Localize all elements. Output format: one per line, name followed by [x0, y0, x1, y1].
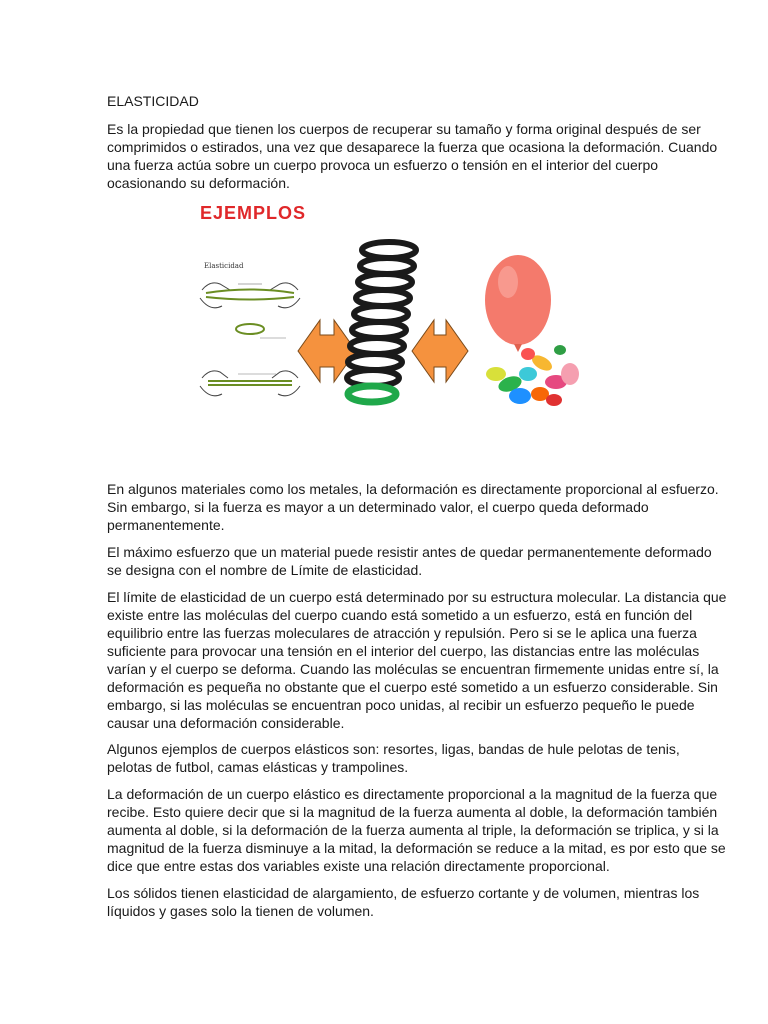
- paragraph-definition: Es la propiedad que tienen los cuerpos de recuperar su tamaño y forma original después de ser comprimidos o estirados, una vez que desaparece la fuerza que ocasiona la deformación. Cuando una fuerza actúa sobre un cuerpo provoca un esfuerzo o tensión en el interior del cuerpo ocasionando su deformación.: [107, 121, 718, 191]
- examples-figure: [198, 198, 590, 428]
- paragraph-elastic-limit: El máximo esfuerzo que un material puede resistir antes de quedar permanentemente deformado se designa con el nombre de Límite de elasticidad.: [107, 544, 712, 578]
- balloons: [485, 255, 579, 406]
- document-title: ELASTICIDAD: [107, 93, 199, 109]
- paragraph-examples: Algunos ejemplos de cuerpos elásticos son: resortes, ligas, bandas de hule pelotas de tenis, pelotas de futbol, camas elásticas y trampolines.: [107, 741, 680, 775]
- left-right-arrow-icon: [412, 320, 468, 382]
- paragraph-proportional: La deformación de un cuerpo elástico es directamente proporcional a la magnitud de la fuerza que recibe. Esto quiere decir que si la magnitud de la fuerza aumenta al doble, la deformación también aumenta al doble, si la deformación de la fuerza aumenta al triple, la deformación se triplica, y si la magnitud de la fuerza disminuye a la mitad, la deformación se reduce a la mitad, es por esto que se dice que entre estas dos variables existe una relación directamente proporcional.: [107, 786, 726, 874]
- paragraph-metals: En algunos materiales como los metales, la deformación es directamente proporcional al esfuerzo. Sin embargo, si la fuerza es mayor a un determinado valor, el cuerpo queda deformado permanentemente.: [107, 481, 719, 533]
- paragraph-molecular-structure: El límite de elasticidad de un cuerpo está determinado por su estructura molecular. La distancia que existe entre las moléculas del cuerpo cuando está sometido a un esfuerzo, está en función del equilibrio entre las fuerzas moleculares de atracción y repulsión. Pero si se le aplica una fuerza suficiente para provocar una tensión en el interior del cuerpo, las distancias entre las moléculas varían y el cuerpo se deforma. Cuando las moléculas se encuentran firmemente unidas entre sí, la deformación es pequeña no obstante que el cuerpo esté sometido a un esfuerzo considerable. Sin embargo, si las moléculas se encuentran poco unidas, al recibir un esfuerzo pequeño le puede causar una deformación considerable.: [107, 589, 727, 731]
- figure-title: EJEMPLOS: [200, 203, 307, 223]
- rubber-band-sketch: [200, 262, 300, 396]
- examples-illustration: [198, 198, 590, 428]
- sketch-caption: Elasticidad: [204, 262, 244, 270]
- coil-spring: [347, 242, 416, 402]
- paragraph-solids: Los sólidos tienen elasticidad de alargamiento, de esfuerzo cortante y de volumen, mientras los líquidos y gases solo la tienen de volumen.: [107, 885, 700, 919]
